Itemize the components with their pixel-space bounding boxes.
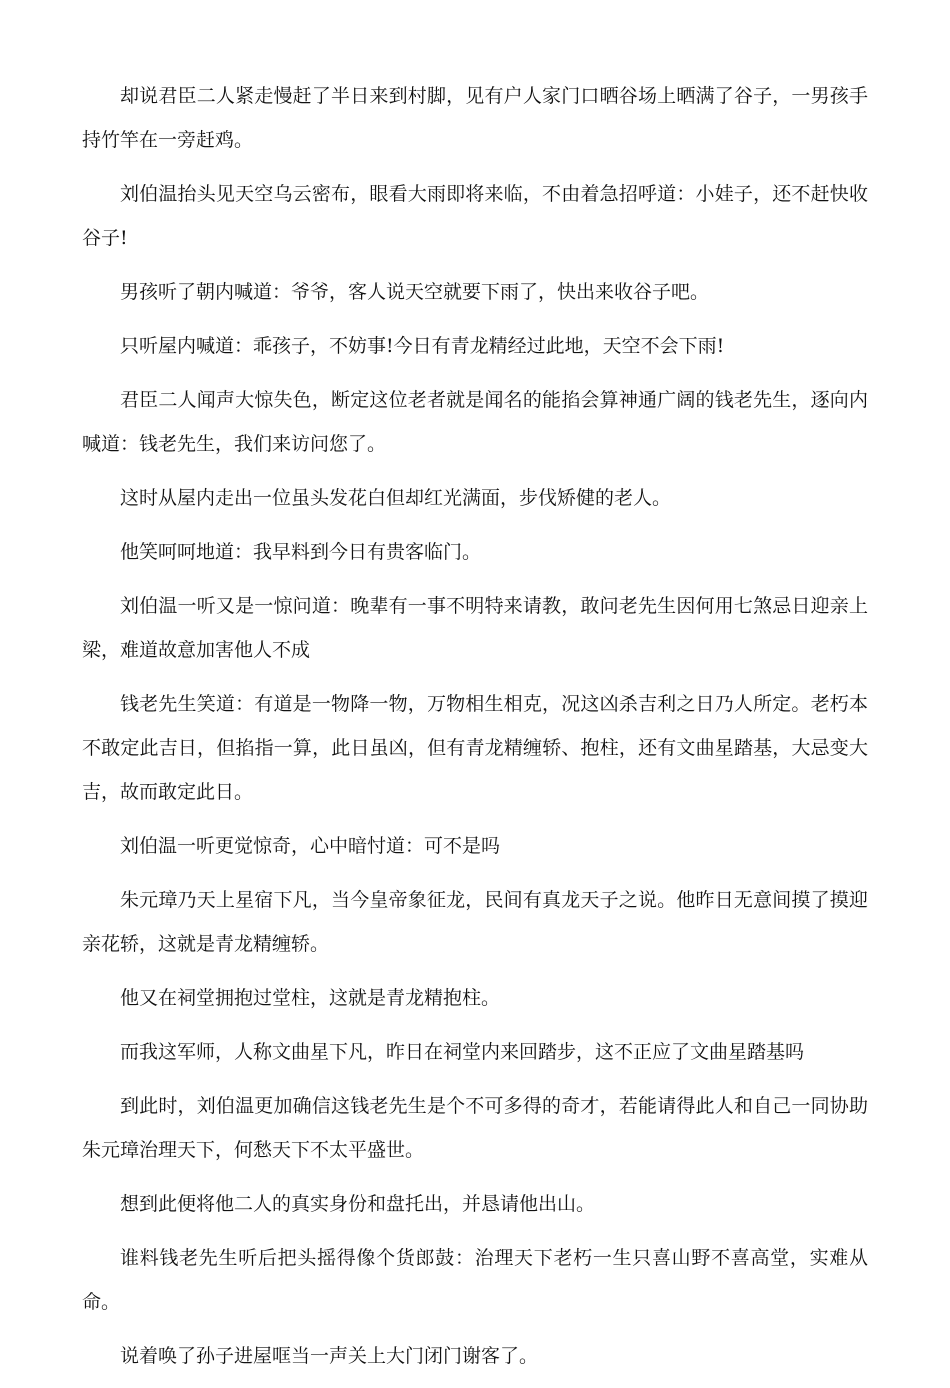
paragraph: 他又在祠堂拥抱过堂柱，这就是青龙精抱柱。: [120, 987, 501, 1009]
paragraph: 而我这军师，人称文曲星下凡，昨日在祠堂内来回踏步，这不正应了文曲星踏基吗: [120, 1041, 805, 1063]
paragraph: 谁料钱老先生听后把头摇得像个货郎鼓：治理天下老朽一生只喜山野不喜高堂，实难从命。: [82, 1247, 868, 1313]
paragraph: 君臣二人闻声大惊失色，断定这位老者就是闻名的能掐会算神通广阔的钱老先生，逐向内喊道：钱老先生，我们来访问您了。: [82, 389, 868, 455]
paragraph: 刘伯温一听又是一惊问道：晚辈有一事不明特来请教，敢问老先生因何用七煞忌日迎亲上梁，难道故意加害他人不成: [82, 595, 868, 661]
paragraph: 只听屋内喊道：乖孩子，不妨事!今日有青龙精经过此地，天空不会下雨!: [120, 335, 725, 357]
paragraph: 说着唤了孙子进屋哐当一声关上大门闭门谢客了。: [120, 1345, 539, 1367]
paragraph: 男孩听了朝内喊道：爷爷，客人说天空就要下雨了，快出来收谷子吧。: [120, 281, 710, 303]
paragraph: 到此时，刘伯温更加确信这钱老先生是个不可多得的奇才，若能请得此人和自己一同协助朱元璋治理天下，何愁天下不太平盛世。: [82, 1095, 868, 1161]
document-body: [82, 74, 868, 1388]
paragraph: 他笑呵呵地道：我早料到今日有贵客临门。: [120, 541, 482, 563]
paragraph: 这时从屋内走出一位虽头发花白但却红光满面，步伐矫健的老人。: [120, 487, 672, 509]
paragraph: 刘伯温抬头见天空乌云密布，眼看大雨即将来临，不由着急招呼道：小娃子，还不赶快收谷子!: [82, 183, 868, 249]
paragraph: 刘伯温一听更觉惊奇，心中暗忖道：可不是吗: [120, 835, 501, 857]
paragraph: 想到此便将他二人的真实身份和盘托出，并恳请他出山。: [120, 1193, 596, 1215]
paragraph: 却说君臣二人紧走慢赶了半日来到村脚，见有户人家门口晒谷场上晒满了谷子，一男孩手持竹竿在一旁赶鸡。: [82, 85, 868, 151]
paragraph: 朱元璋乃天上星宿下凡，当今皇帝象征龙，民间有真龙天子之说。他昨日无意间摸了摸迎亲花轿，这就是青龙精缠轿。: [82, 889, 868, 955]
paragraph: 钱老先生笑道：有道是一物降一物，万物相生相克，况这凶杀吉利之日乃人所定。老朽本不敢定此吉日，但掐指一算，此日虽凶，但有青龙精缠轿、抱柱，还有文曲星踏基，大忌变大吉，故而敢定此日。: [82, 693, 868, 803]
